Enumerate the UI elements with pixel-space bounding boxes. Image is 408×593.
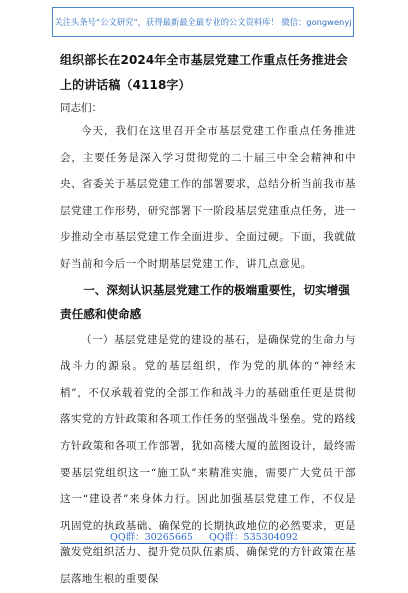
header-banner: [52, 7, 354, 37]
section-heading: 一、深刻认识基层党建工作的极端重要性，切实增强责任感和使命感: [60, 282, 350, 322]
body-paragraph: （一）基层党建是党的建设的基石，是确保党的生命力与战斗力的源泉。党的基层组织，作为党的肌体的“神经末梢”，不仅承载着党的全部工作和战斗力的基础重任更是贯彻落实党的方针政策和各项工作任务的坚强战斗堡垒。党的路线方针政策和各项工作部署，犹如高楼大厦的蓝图设计，最终需要基层党组织这一“施工队”来精准实施，需要广大党员干部这一“建设者”来身体力行。因此加强基层党建工作，不仅是巩固党的执政基础、确保党的长期执政地位的必然要求，更是激发党组织活力、提升党员队伍素质、确保党的方针政策在基层落地生根的重要保: [60, 333, 356, 585]
footer-qq-group-2: QQ群：535304092: [208, 532, 298, 543]
footer: [0, 529, 408, 543]
footer-divider: [60, 543, 356, 544]
intro-paragraph: 今天，我们在这里召开全市基层党建工作重点任务推进会，主要任务是深入学习贯彻党的二十届三中全会精神和中央、省委关于基层党建工作的部署要求，总结分析当前我市基层党建工作形势，研究部署下一阶段基层党建重点任务，进一步推动全市基层党建工作全面进步、全面过硬。下面，我就做好当前和今后一个时期基层党建工作，讲几点意见。: [60, 125, 356, 270]
salutation: 同志们：: [60, 102, 102, 114]
header-banner-text: 关注头条号“公文研究”，获得最新最全最专业的公文资料库！ 微信：gongwenyj: [54, 17, 352, 27]
document-title: 组织部长在2024年全市基层党建工作重点任务推进会上的讲话稿（4118字）: [60, 53, 348, 92]
footer-qq-group-1: QQ群：30265665: [110, 532, 193, 543]
document-page: [60, 48, 356, 593]
